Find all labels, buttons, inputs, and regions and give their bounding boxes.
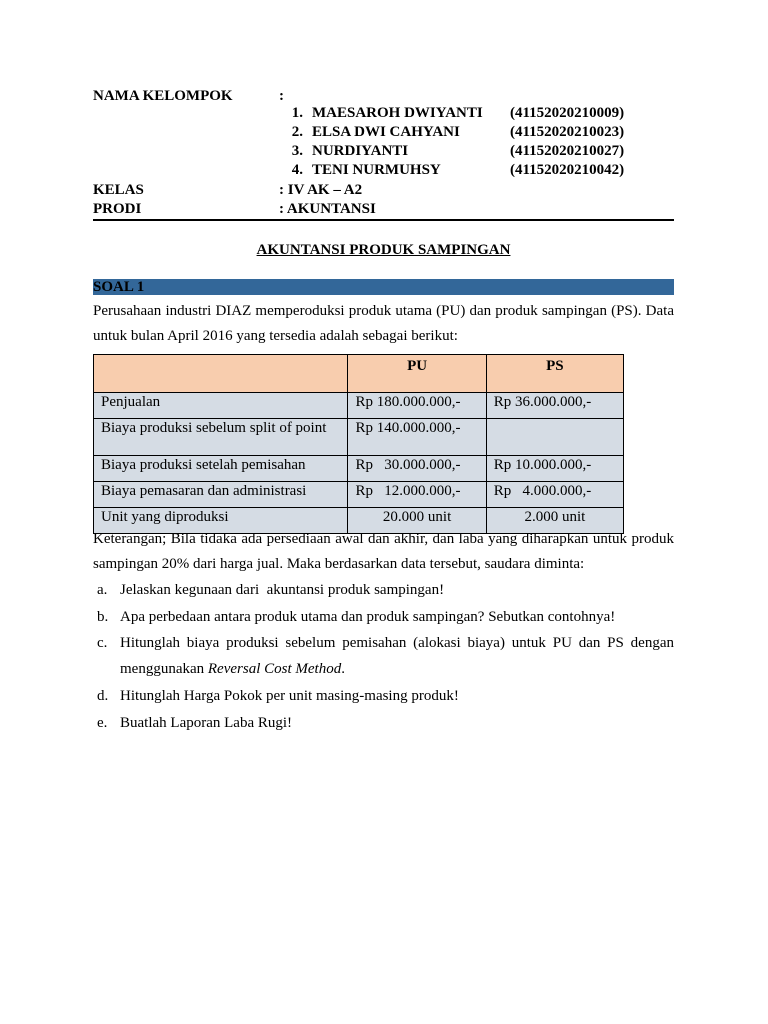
- table-cell: Rp 140.000.000,-: [348, 419, 486, 456]
- member-number: 3.: [291, 143, 303, 159]
- member-name: TENI NURMUHSY: [312, 162, 441, 178]
- list-item-label: e.: [97, 715, 108, 731]
- table-cell: Rp 10.000.000,-: [486, 456, 623, 482]
- table-row: [94, 419, 624, 456]
- member-number: 2.: [291, 124, 303, 140]
- class-value: : IV AK – A2: [279, 182, 363, 198]
- table-cell: Unit yang diproduksi: [94, 508, 348, 534]
- table-header-cell: PU: [348, 355, 486, 393]
- table-row: [94, 393, 624, 419]
- intro-paragraph: Perusahaan industri DIAZ memperoduksi produk utama (PU) dan produk sampingan (PS). Data untuk bulan April 2016 yang tersedia adalah sebagai berikut:: [93, 303, 674, 344]
- member-name: ELSA DWI CAHYANI: [312, 124, 460, 140]
- member-nim: (41152020210023): [510, 124, 625, 140]
- note-paragraph: Keterangan; Bila tidaka ada persediaan awal dan akhir, dan laba yang diharapkan untuk produk sampingan 20% dari harga jual. Maka berdasarkan data tersebut, saudara diminta:: [93, 531, 674, 572]
- table-cell: Biaya produksi sebelum split of point: [94, 419, 348, 456]
- class-label: KELAS: [93, 182, 144, 198]
- list-item-label: d.: [97, 688, 109, 704]
- list-item-label: c.: [97, 635, 108, 651]
- table-cell: Rp 36.000.000,-: [486, 393, 623, 419]
- table-row: [94, 456, 624, 482]
- table-header-cell: PS: [486, 355, 623, 393]
- member-name: NURDIYANTI: [312, 143, 409, 159]
- document-title: AKUNTANSI PRODUK SAMPINGAN: [256, 242, 511, 258]
- table-cell: Biaya pemasaran dan administrasi: [94, 482, 348, 508]
- list-item-text: Buatlah Laporan Laba Rugi!: [120, 715, 293, 731]
- section-heading-bar: [93, 279, 674, 295]
- member-nim: (41152020210009): [510, 105, 625, 121]
- table-cell: Rp 4.000.000,-: [486, 482, 623, 508]
- list-item-text: Jelaskan kegunaan dari akuntansi produk sampingan!: [120, 582, 445, 598]
- table-header-row: [94, 355, 624, 393]
- list-item-text: Hitunglah Harga Pokok per unit masing-masing produk!: [120, 688, 459, 704]
- list-item-text-end: .: [341, 661, 345, 677]
- section-heading: SOAL 1: [93, 279, 145, 295]
- table-cell: Rp 180.000.000,-: [348, 393, 486, 419]
- list-item-label: a.: [97, 582, 108, 598]
- prodi-label: PRODI: [93, 201, 142, 217]
- table-cell: 2.000 unit: [486, 508, 623, 534]
- list-item-text: [120, 630, 674, 682]
- list-item-text-start: Hitunglah biaya produksi sebelum pemisahan (alokasi biaya) untuk PU dan PS dengan menggunakan: [120, 635, 674, 677]
- member-nim: (41152020210042): [510, 162, 625, 178]
- member-nim: (41152020210027): [510, 143, 625, 159]
- data-table: [93, 354, 624, 534]
- method-name: Reversal Cost Method: [207, 661, 342, 677]
- table-cell: Biaya produksi setelah pemisahan: [94, 456, 348, 482]
- table-cell: 20.000 unit: [348, 508, 486, 534]
- table-row: [94, 482, 624, 508]
- list-item-text: Apa perbedaan antara produk utama dan produk sampingan? Sebutkan contohnya!: [120, 609, 616, 625]
- group-colon: :: [279, 88, 284, 104]
- table-cell: Rp 30.000.000,-: [348, 456, 486, 482]
- member-name: MAESAROH DWIYANTI: [312, 105, 483, 121]
- table-cell: Penjualan: [94, 393, 348, 419]
- header-divider: [93, 219, 674, 221]
- table-cell: Rp 12.000.000,-: [348, 482, 486, 508]
- prodi-value: : AKUNTANSI: [279, 201, 376, 217]
- table-cell: [486, 419, 623, 456]
- table-header-cell: [94, 355, 348, 393]
- member-number: 4.: [291, 162, 303, 178]
- member-number: 1.: [291, 105, 303, 121]
- group-label: NAMA KELOMPOK: [93, 88, 233, 104]
- list-item-label: b.: [97, 609, 109, 625]
